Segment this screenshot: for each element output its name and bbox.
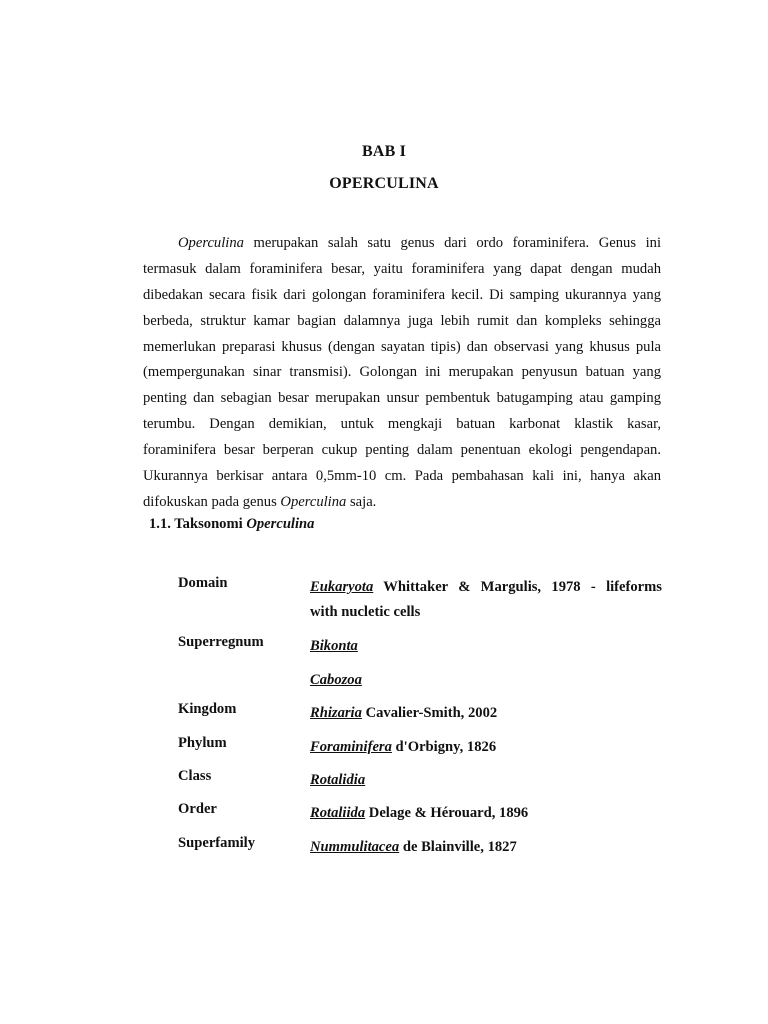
intro-line: [143, 490, 661, 516]
intro-line: [143, 386, 661, 412]
taxon-name: Foraminifera: [310, 739, 392, 755]
intro-line: [143, 360, 661, 386]
intro-line: [143, 412, 661, 438]
intro-line: [143, 257, 661, 283]
taxonomy-value-line: [310, 701, 662, 726]
intro-text: saja.: [346, 493, 377, 510]
taxon-name: Rhizaria: [310, 705, 362, 721]
intro-text: (mempergunakan sinar transmisi). Golongan ini merupakan penyusun batuan yang: [143, 364, 661, 381]
taxon-name: Rotalidia: [310, 772, 366, 788]
taxonomy-rank: Class: [178, 768, 212, 784]
taxonomy-value: [310, 835, 662, 860]
intro-text: Ukurannya berkisar antara 0,5mm-10 cm. Pada pembahasan kali ini, hanya akan: [143, 468, 661, 485]
section-heading: [149, 516, 314, 533]
intro-line: [143, 464, 661, 490]
taxonomy-value: [310, 801, 662, 826]
intro-line: [143, 438, 661, 464]
genus-name: Operculina: [178, 235, 244, 251]
taxonomy-value: [310, 701, 662, 726]
taxon-authority: Whittaker & Margulis, 1978 - lifeforms: [373, 579, 662, 595]
chapter-number: BAB I: [361, 143, 407, 160]
taxonomy-rank: Kingdom: [178, 701, 237, 717]
taxonomy-rank: Superregnum: [178, 634, 264, 650]
section-label: Taksonomi: [174, 516, 247, 532]
section-label-italic: Operculina: [246, 516, 315, 532]
taxon-name: Bikonta: [310, 638, 358, 654]
taxon-authority: d'Orbigny, 1826: [391, 739, 497, 755]
taxonomy-value: [310, 768, 662, 793]
taxon-authority: Cavalier-Smith, 2002: [361, 705, 498, 721]
taxon-authority: de Blainville, 1827: [399, 839, 517, 855]
taxonomy-value: [310, 575, 662, 625]
intro-text: foraminifera besar berperan cukup penting dalam penentuan ekologi pengendapan.: [143, 442, 661, 459]
taxonomy-value: [310, 668, 662, 693]
taxon-name: Cabozoa: [310, 672, 362, 688]
taxon-authority: Delage & Hérouard, 1896: [365, 805, 529, 821]
section-number: 1.1.: [149, 516, 171, 532]
taxonomy-value: [310, 735, 662, 760]
taxonomy-value-line: [310, 835, 662, 860]
intro-text: dibedakan secara fisik dari golongan foraminifera kecil. Di samping ukurannya yang: [143, 286, 661, 303]
taxonomy-rank: Superfamily: [178, 835, 256, 851]
taxonomy-rank: Phylum: [178, 735, 227, 751]
intro-line: [143, 309, 661, 335]
intro-text: penting dan sebagian besar merupakan unsur pembentuk batugamping atau gamping: [143, 390, 661, 407]
intro-text: difokuskan pada genus: [143, 493, 281, 510]
taxonomy-value-line: [310, 801, 662, 826]
taxon-name: Nummulitacea: [310, 839, 400, 855]
intro-line: [143, 231, 661, 257]
taxonomy-value-line: [310, 668, 662, 693]
intro-text: berbeda, struktur kamar bagian dalamnya juga lebih rumit dan kompleks sehingga: [143, 312, 661, 329]
taxon-authority: with nucletic cells: [310, 604, 421, 620]
genus-name: Operculina: [280, 493, 347, 510]
intro-text: termasuk dalam foraminifera besar, yaitu foraminifera yang dapat dengan mudah: [143, 260, 661, 277]
intro-line: [143, 283, 661, 309]
intro-text: merupakan salah satu genus dari ordo foraminifera. Genus ini: [243, 235, 661, 251]
taxonomy-value-line: [310, 600, 662, 625]
taxonomy-value: [310, 634, 662, 659]
chapter-title: OPERCULINA: [329, 175, 439, 192]
intro-line: [143, 335, 661, 361]
taxonomy-rank: Order: [178, 801, 217, 817]
taxonomy-value-line: [310, 575, 662, 600]
taxonomy-value-line: [310, 735, 662, 760]
taxonomy-value-line: [310, 634, 662, 659]
intro-paragraph: [143, 231, 661, 516]
intro-text: memerlukan preparasi khusus (dengan sayatan tipis) dan observasi yang khusus pula: [143, 338, 661, 355]
intro-text: terumbu. Dengan demikian, untuk mengkaji batuan karbonat klastik kasar,: [143, 416, 661, 433]
taxonomy-value-line: [310, 768, 662, 793]
taxonomy-rank: Domain: [178, 575, 228, 591]
taxon-name: Eukaryota: [310, 579, 374, 595]
taxon-name: Rotaliida: [310, 805, 366, 821]
